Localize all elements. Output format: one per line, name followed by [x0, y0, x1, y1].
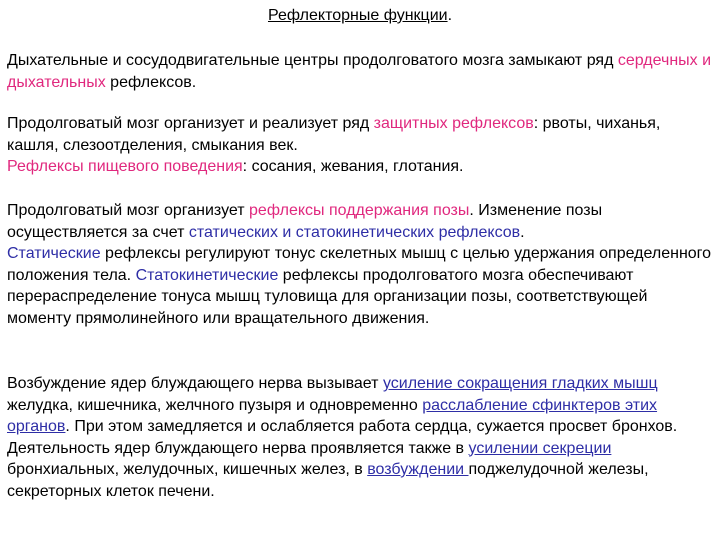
- p4-text-e: . При этом замедляется и ослабляется работа сердца, сужается просвет бронхов.: [65, 418, 678, 435]
- p3-text-e: .: [520, 223, 525, 241]
- p4-text-j: поджелудочной железы, секреторных клеток печени.: [7, 461, 649, 500]
- p1-highlight-cardiac-respiratory: сердечных и дыхательных: [7, 52, 712, 91]
- title-period: .: [447, 7, 453, 24]
- p3-text-g: рефлексы регулируют тонус скелетных мышц с целью удержания определенного положения тела.: [7, 245, 712, 284]
- p3-highlight-static: Статические: [7, 245, 101, 262]
- p3-highlight-statokinetic: Статокинетические: [135, 266, 279, 284]
- p3-text-c: . Изменение позы осуществляется за счет: [7, 202, 603, 241]
- paragraph-protective-reflexes: [7, 113, 713, 178]
- link-secretion-increase[interactable]: усилении секреции: [468, 439, 612, 457]
- p4-text-c: желудка, кишечника, желчного пузыря и одновременно: [7, 396, 423, 414]
- page-title: [0, 6, 720, 26]
- p3-highlight-static-statokinetic: статических и статокинетических рефлексов: [188, 223, 521, 241]
- p2-text-c: : рвоты, чиханья, кашля, слезоотделения, смыкания век.: [7, 115, 661, 154]
- p3-highlight-posture-reflexes: рефлексы поддержания позы: [249, 202, 470, 219]
- paragraph-posture-reflexes: [7, 200, 713, 329]
- paragraph-respiratory-centers: [7, 50, 713, 93]
- p2-text-e: : сосания, жевания, глотания.: [242, 158, 464, 175]
- p1-text-c: рефлексов.: [105, 73, 197, 91]
- link-excitation[interactable]: возбуждении: [367, 461, 469, 478]
- paragraph-vagus-nerve: [7, 373, 713, 502]
- p4-text-h: бронхиальных, желудочных, кишечных желез, в: [7, 461, 368, 478]
- p2-text-a: Продолговатый мозг организует и реализует ряд: [7, 115, 374, 132]
- link-smooth-muscle-contraction[interactable]: усиление сокращения гладких мышц: [382, 375, 658, 392]
- p3-text-a: Продолговатый мозг организует: [7, 202, 250, 219]
- link-sphincter-relaxation[interactable]: расслабление сфинктеров этих органов: [7, 396, 658, 435]
- p1-text-a: Дыхательные и сосудодвигательные центры продолговатого мозга замыкают ряд: [7, 52, 618, 69]
- p3-text-i: рефлексы продолговатого мозга обеспечивают перераспределение тонуса мышц туловища для организации позы, соответствующей моменту прямолинейного или вращательного движения.: [7, 266, 648, 327]
- title-text: Рефлекторные функции: [267, 7, 448, 24]
- p4-text-f: Деятельность ядер блуждающего нерва проявляется также в: [7, 439, 469, 457]
- p2-highlight-protective-reflexes: защитных рефлексов: [373, 115, 534, 132]
- p2-highlight-feeding-reflexes: Рефлексы пищевого поведения: [7, 158, 243, 175]
- p4-text-a: Возбуждение ядер блуждающего нерва вызывает: [7, 375, 383, 392]
